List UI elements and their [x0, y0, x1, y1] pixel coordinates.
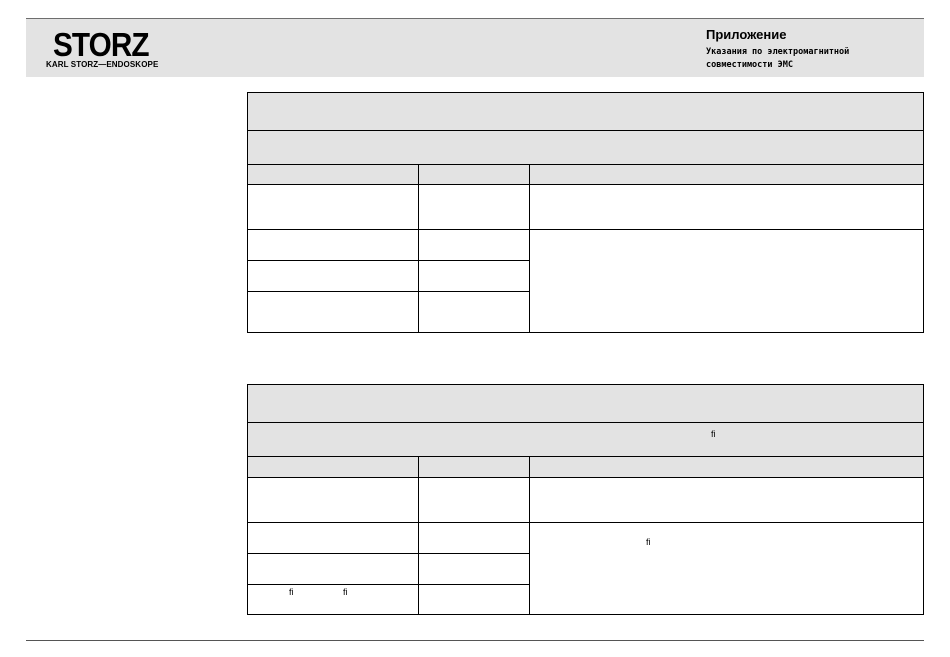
table2-border-left	[247, 384, 248, 615]
emc-table-2	[247, 384, 924, 615]
table2-row-4	[247, 584, 924, 615]
section-subtitle-line1: Указания по электромагнитной	[706, 47, 850, 57]
table2-rule	[247, 422, 924, 423]
table2-rule	[247, 456, 924, 457]
table2-column-header-row	[247, 456, 924, 477]
section-subtitle	[706, 46, 916, 72]
table2-rule	[247, 553, 529, 554]
table1-col-divider	[418, 164, 419, 333]
table1-border-right	[923, 92, 924, 333]
table1-row-4	[247, 291, 924, 333]
table2-merged-cell-text: ﬁ	[646, 537, 651, 547]
table2-row-3	[247, 553, 924, 584]
table2-rule	[247, 584, 529, 585]
table2-description-text: ﬁ	[711, 429, 716, 439]
table1-border-top	[247, 92, 924, 93]
section-title: Приложение	[706, 27, 787, 42]
table2-border-bottom	[247, 614, 924, 615]
table2-col-divider	[529, 456, 530, 615]
table2-row4-text-a: ﬁ	[289, 587, 294, 597]
table1-row-2	[247, 229, 924, 260]
table1-border-left	[247, 92, 248, 333]
table2-rule	[247, 522, 924, 523]
table1-rule	[247, 229, 924, 230]
table2-border-right	[923, 384, 924, 615]
table1-rule	[247, 260, 529, 261]
section-subtitle-line2: совместимости ЭМС	[706, 60, 793, 70]
table2-col-divider	[418, 456, 419, 615]
table2-row-2	[247, 522, 924, 553]
table1-rule	[247, 184, 924, 185]
table1-row-1	[247, 184, 924, 229]
logo-subtitle: KARL STORZ—ENDOSKOPE	[46, 60, 159, 69]
table1-title-row	[247, 92, 924, 130]
table2-title-row	[247, 384, 924, 422]
logo-wordmark: STORZ	[53, 26, 149, 63]
footer-rule	[26, 640, 924, 641]
table2-description-row	[247, 422, 924, 456]
table1-row-3	[247, 260, 924, 291]
table1-description-row	[247, 130, 924, 164]
table1-column-header-row	[247, 164, 924, 184]
table2-border-top	[247, 384, 924, 385]
storz-logo	[46, 27, 166, 71]
page-header	[26, 18, 924, 77]
emc-table-1	[247, 92, 924, 333]
table2-rule	[247, 477, 924, 478]
table1-rule	[247, 164, 924, 165]
table1-rule	[247, 130, 924, 131]
table1-border-bottom	[247, 332, 924, 333]
table1-col-divider	[529, 164, 530, 333]
table1-rule	[247, 291, 529, 292]
table2-row4-text-b: ﬁ	[343, 587, 348, 597]
table2-row-1	[247, 477, 924, 522]
